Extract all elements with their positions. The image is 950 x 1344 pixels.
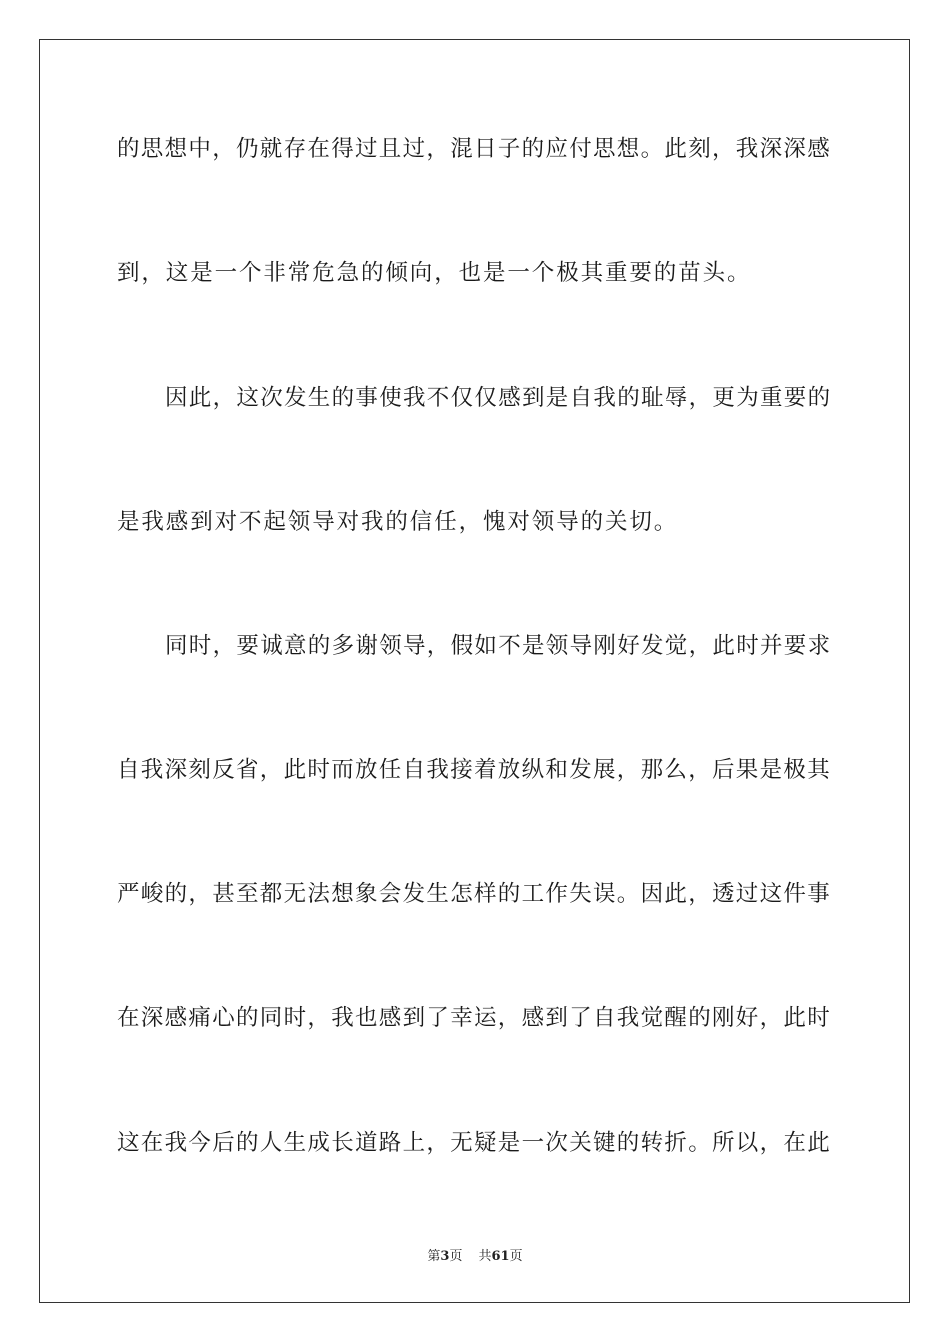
body-text-line: 的思想中，仍就存在得过且过，混日子的应付思想。此刻，我深深感 bbox=[117, 136, 832, 162]
page-number-suffix: 页 bbox=[449, 1249, 463, 1264]
body-text-line: 在深感痛心的同时，我也感到了幸运，感到了自我觉醒的刚好，此时 bbox=[117, 1005, 832, 1031]
page-footer bbox=[0, 1247, 950, 1267]
body-text-line: 自我深刻反省，此时而放任自我接着放纵和发展，那么，后果是极其 bbox=[117, 757, 832, 783]
total-pages-suffix: 页 bbox=[509, 1249, 523, 1264]
total-pages: 61 bbox=[491, 1249, 510, 1264]
total-pages-prefix: 共 bbox=[478, 1249, 492, 1264]
body-text-line-paragraph-start: 同时，要诚意的多谢领导，假如不是领导刚好发觉，此时并要求 bbox=[165, 633, 832, 659]
body-text-line: 严峻的，甚至都无法想象会发生怎样的工作失误。因此，透过这件事 bbox=[117, 881, 832, 907]
body-text-line: 这在我今后的人生成长道路上，无疑是一次关键的转折。所以，在此 bbox=[117, 1130, 832, 1156]
body-text-line-paragraph-start: 因此，这次发生的事使我不仅仅感到是自我的耻辱，更为重要的 bbox=[165, 385, 832, 411]
page-number-prefix: 第 bbox=[427, 1249, 441, 1264]
body-text-line: 是我感到对不起领导对我的信任，愧对领导的关切。 bbox=[117, 509, 679, 535]
body-text-line: 到，这是一个非常危急的倾向，也是一个极其重要的苗头。 bbox=[117, 260, 752, 286]
page-border bbox=[39, 39, 910, 1303]
page-number: 3 bbox=[440, 1249, 450, 1264]
